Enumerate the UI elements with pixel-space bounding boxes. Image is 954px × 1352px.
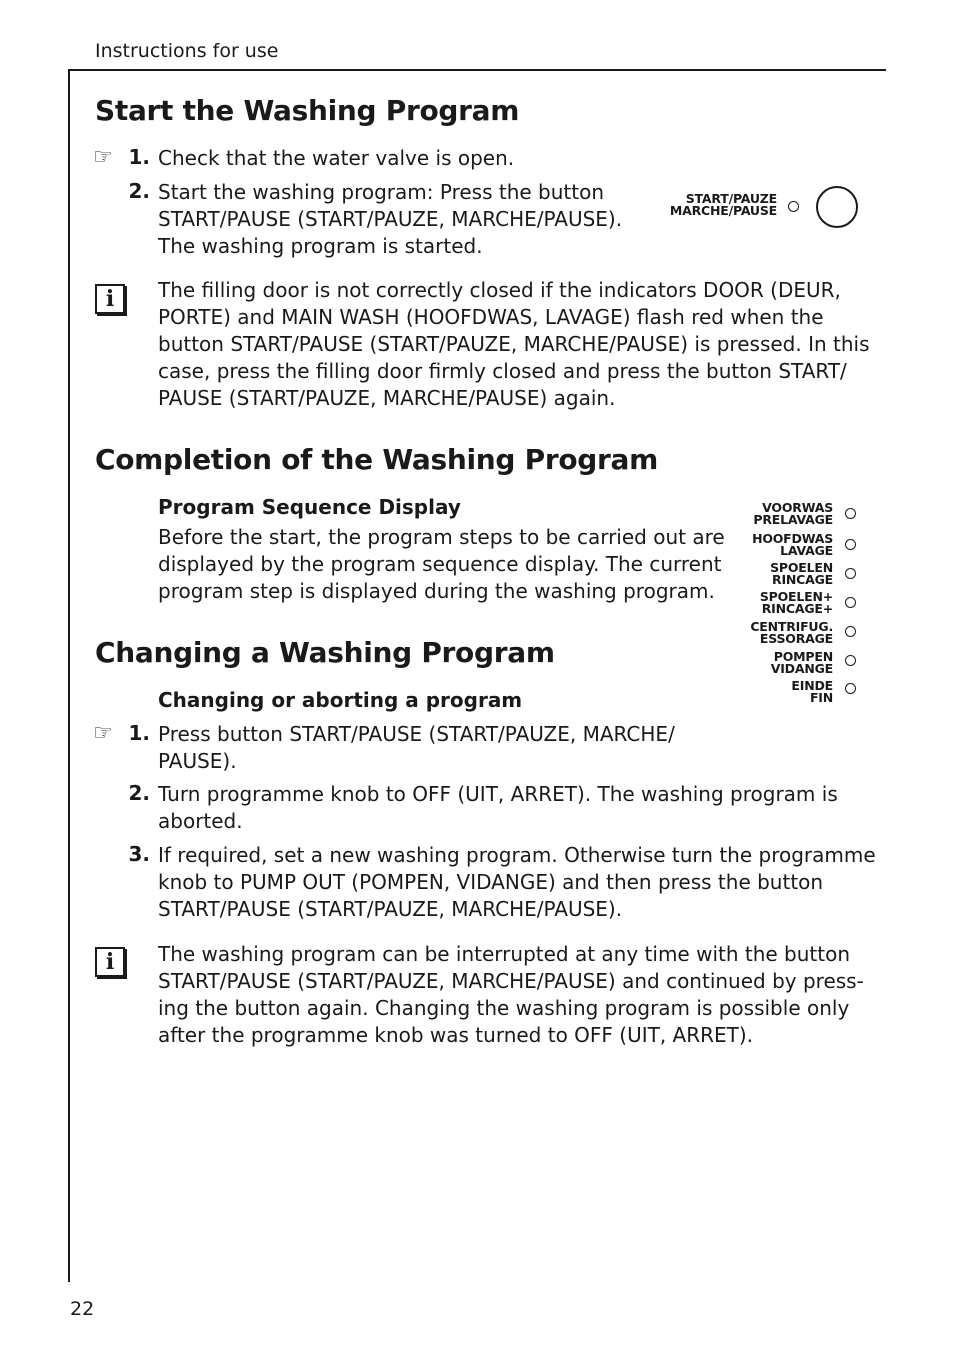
info-text: PORTE) and MAIN WASH (HOOFDWAS, LAVAGE) flash red when the	[158, 305, 824, 329]
indicator-label-prewash	[720, 502, 833, 526]
subsection-title: Program Sequence Display	[158, 495, 461, 519]
paragraph-line: program step is displayed during the washing program.	[158, 579, 715, 603]
paragraph-line: displayed by the program sequence display. The current	[158, 552, 722, 576]
indicator-led	[845, 508, 856, 519]
indicator-led	[845, 597, 856, 608]
info-text: ing the button again. Changing the washing program is possible only	[158, 996, 850, 1020]
indicator-label-line: RINCAGE+	[761, 601, 833, 616]
indicator-label-line: EINDE	[791, 678, 833, 693]
indicator-label-rinse	[720, 562, 833, 586]
panel-label-line: MARCHE/PAUSE	[669, 203, 777, 218]
start-pause-panel-label	[650, 193, 777, 217]
info-text: after the programme knob was turned to OFF (UIT, ARRET).	[158, 1023, 754, 1047]
step-text: aborted.	[158, 809, 243, 833]
step-text: Check that the water valve is open.	[158, 146, 515, 170]
step-text: Press button START/PAUSE (START/PAUZE, MARCHE/	[158, 722, 675, 746]
indicator-led	[845, 683, 856, 694]
subsection-title: Changing or aborting a program	[158, 688, 523, 712]
indicator-led	[845, 539, 856, 550]
panel-label-line: START/PAUZE	[685, 191, 777, 206]
indicator-label-line: FIN	[809, 690, 833, 705]
info-text: The filling door is not correctly closed if the indicators DOOR (DEUR,	[158, 278, 841, 302]
top-rule	[69, 69, 886, 71]
indicator-label-line: VOORWAS	[762, 500, 833, 515]
section-title-changing: Changing a Washing Program	[95, 636, 555, 669]
indicator-label-line: SPOELEN	[770, 560, 833, 575]
section-title-start: Start the Washing Program	[95, 94, 520, 127]
step-text: PAUSE).	[158, 749, 237, 773]
info-text: PAUSE (START/PAUZE, MARCHE/PAUSE) again.	[158, 386, 616, 410]
left-rule	[68, 69, 70, 1282]
indicator-label-line: ESSORAGE	[759, 631, 833, 646]
step-text: Turn programme knob to OFF (UIT, ARRET). The washing program is	[158, 782, 838, 806]
indicator-led	[845, 655, 856, 666]
step-number: 2.	[128, 179, 150, 203]
step-text: knob to PUMP OUT (POMPEN, VIDANGE) and then press the button	[158, 870, 824, 894]
info-text: case, press the filling door firmly closed and press the button START/	[158, 359, 847, 383]
indicator-label-end	[720, 680, 833, 704]
info-text: button START/PAUSE (START/PAUZE, MARCHE/PAUSE) is pressed. In this	[158, 332, 870, 356]
info-icon: i	[95, 284, 125, 314]
step-number: 2.	[128, 781, 150, 805]
step-number: 1.	[128, 145, 150, 169]
info-text: The washing program can be interrupted at any time with the button	[158, 942, 851, 966]
pointing-hand-icon: ☞	[93, 145, 113, 170]
indicator-label-line: POMPEN	[773, 649, 833, 664]
paragraph-line: Before the start, the program steps to be carried out are	[158, 525, 725, 549]
step-text: START/PAUSE (START/PAUZE, MARCHE/PAUSE).	[158, 897, 623, 921]
info-icon: i	[95, 947, 125, 977]
info-text: START/PAUSE (START/PAUZE, MARCHE/PAUSE) and continued by press-	[158, 969, 864, 993]
pointing-hand-icon: ☞	[93, 721, 113, 746]
step-number: 3.	[128, 842, 150, 866]
indicator-label-line: VIDANGE	[770, 661, 833, 676]
indicator-label-pump-out	[720, 651, 833, 675]
step-text: If required, set a new washing program. Otherwise turn the programme	[158, 843, 876, 867]
indicator-label-line: CENTRIFUG.	[750, 619, 833, 634]
indicator-led	[845, 568, 856, 579]
step-text: The washing program is started.	[158, 234, 483, 258]
indicator-label-rinse-plus	[720, 591, 833, 615]
start-pause-button-illustration	[816, 186, 858, 228]
indicator-label-line: LAVAGE	[780, 543, 833, 558]
indicator-led	[845, 626, 856, 637]
step-text: Start the washing program: Press the button	[158, 180, 604, 204]
indicator-label-main-wash	[720, 533, 833, 557]
header-label: Instructions for use	[95, 40, 279, 62]
step-text: START/PAUSE (START/PAUZE, MARCHE/PAUSE).	[158, 207, 623, 231]
page-number: 22	[70, 1298, 95, 1320]
step-number: 1.	[128, 721, 150, 745]
section-title-completion: Completion of the Washing Program	[95, 443, 659, 476]
indicator-label-line: HOOFDWAS	[752, 531, 833, 546]
indicator-label-line: SPOELEN+	[759, 589, 833, 604]
indicator-label-line: PRELAVAGE	[753, 512, 833, 527]
indicator-label-line: RINCAGE	[772, 572, 833, 587]
start-pause-led	[788, 201, 799, 212]
indicator-label-spin	[720, 621, 833, 645]
